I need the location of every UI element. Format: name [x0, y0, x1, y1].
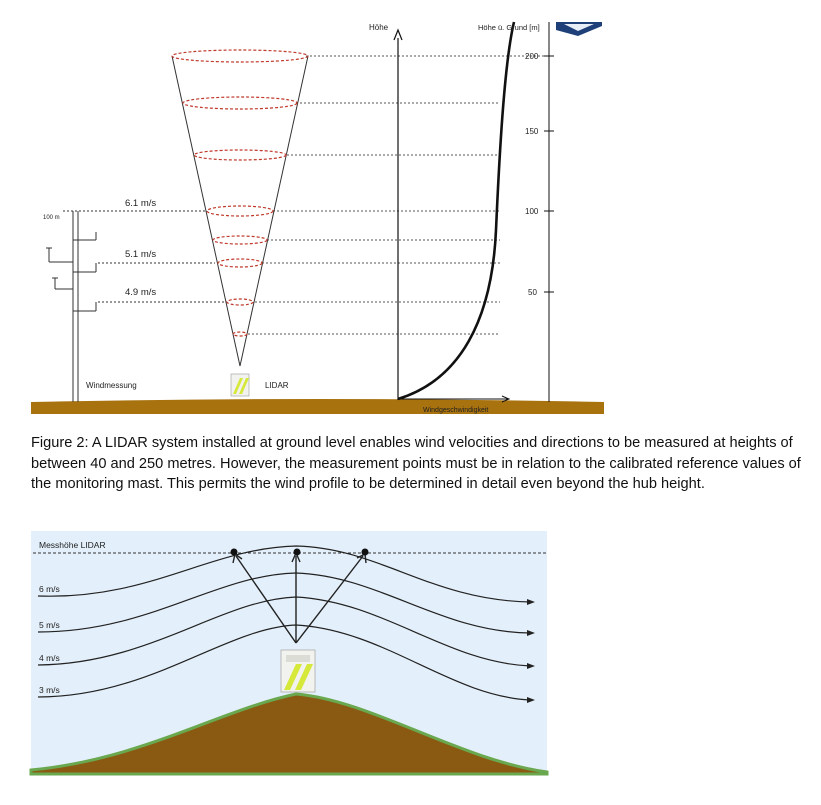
tick-label-100: 100 — [525, 207, 539, 216]
lidar-cone — [172, 50, 308, 366]
speed-label-5: 5 m/s — [39, 620, 60, 630]
label-lidar: LIDAR — [265, 381, 289, 390]
speed-label-low: 4.9 m/s — [125, 287, 157, 298]
figure-caption: Figure 2: A LIDAR system installed at ground level enables wind velocities and directions to be measured at heights of between 40 and 250 metres. However, the measurement points must be in relation to the calibrated reference values of the monitoring mast. This permits the wind profile to be determined in detail even beyond the hub height. — [31, 435, 801, 493]
speed-label-mid: 5.1 m/s — [125, 249, 157, 260]
speed-label-4: 4 m/s — [39, 653, 60, 663]
axis-label-hoehe: Höhe — [369, 23, 389, 32]
axis-label-windgeschwindigkeit: Windgeschwindigkeit — [423, 407, 489, 414]
ground-strip — [31, 399, 604, 414]
tick-label-150: 150 — [525, 127, 539, 136]
figure-1 — [31, 22, 604, 414]
tick-label-50: 50 — [528, 288, 537, 297]
height-scale-axis — [544, 22, 554, 402]
speed-label-6: 6 m/s — [39, 584, 60, 594]
hoehe-axis — [394, 30, 402, 400]
speed-label-3: 3 m/s — [39, 685, 60, 695]
measurement-mast — [46, 211, 96, 402]
mast-height-label: 100 m — [43, 215, 60, 221]
label-messhoehe-lidar: Messhöhe LIDAR — [39, 540, 106, 550]
label-windmessung: Windmessung — [86, 381, 137, 390]
lidar-device-icon — [231, 374, 249, 396]
wind-profile-curve — [398, 22, 514, 399]
axis-label-hoehe-grund: Höhe ü. Grund [m] — [478, 23, 540, 32]
lidar-device-large-icon — [281, 650, 315, 692]
figure-2 — [31, 531, 547, 774]
tick-label-200: 200 — [525, 52, 539, 61]
speed-label-top: 6.1 m/s — [125, 198, 157, 209]
